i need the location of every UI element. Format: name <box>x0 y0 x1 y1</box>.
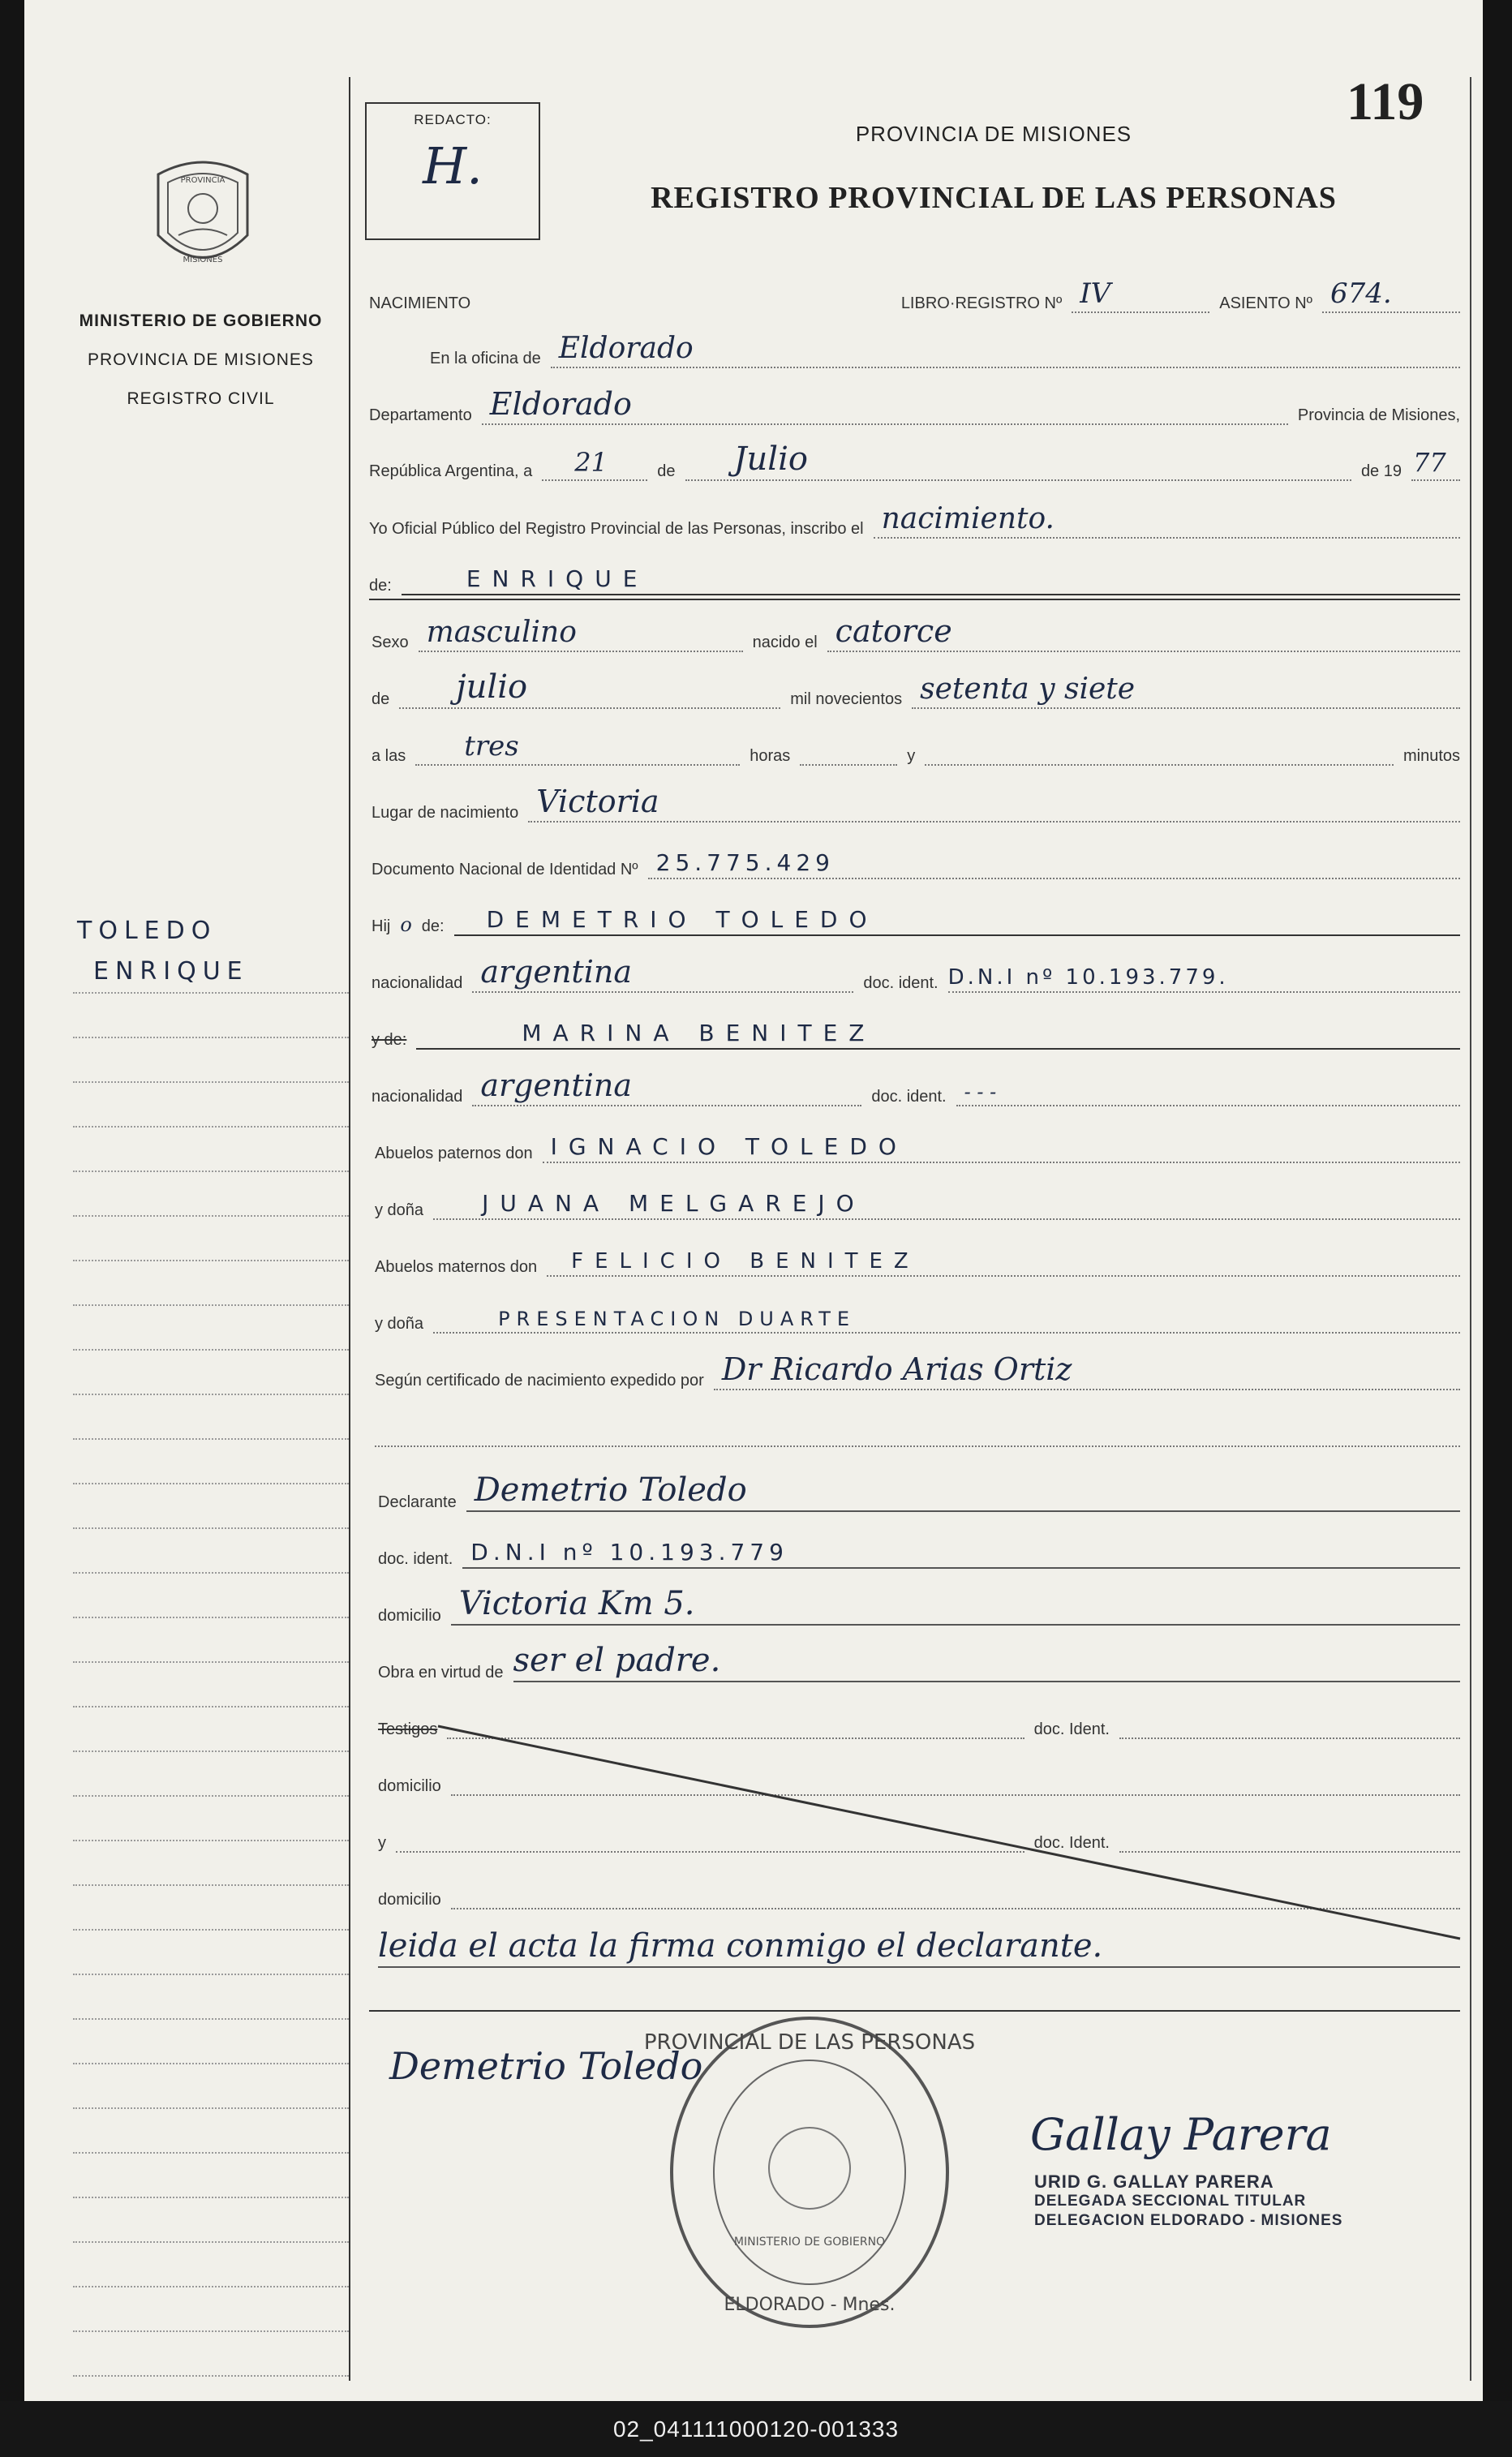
minutos-label: minutos <box>1402 747 1460 765</box>
ab-mat2-value: PRESENTACION DUARTE <box>498 1308 857 1330</box>
row-fecha <box>369 440 1460 481</box>
row-madre <box>372 1012 1460 1050</box>
day-value: 21 <box>574 447 608 478</box>
mil-label: mil novecientos <box>790 690 903 708</box>
record-type-label: NACIMIENTO <box>369 294 471 312</box>
redacto-box <box>365 102 540 240</box>
right-rule <box>1470 77 1471 2381</box>
emblem-text-top: PROVINCIA <box>180 176 226 185</box>
header-province: PROVINCIA DE MISIONES <box>855 122 1132 146</box>
official-signature: Gallay Parera <box>1030 2109 1332 2160</box>
row-sexo <box>372 615 1460 652</box>
libro-value: IV <box>1080 277 1111 310</box>
row-certificado <box>375 1353 1460 1390</box>
year-words-value: setenta y siete <box>920 672 1136 706</box>
folio-number: 119 <box>1347 72 1424 131</box>
y-label: y <box>907 747 916 765</box>
oficina-value: Eldorado <box>558 332 694 365</box>
official-title: DELEGADA SECCIONAL TITULAR <box>1034 2193 1307 2210</box>
double-rule <box>369 599 1460 600</box>
row-abuelo-paterno <box>375 1126 1460 1163</box>
horas-label: horas <box>750 747 791 765</box>
sexo-label: Sexo <box>372 634 409 651</box>
madre-value: MARINA BENITEZ <box>522 1020 876 1046</box>
year-prefix: de 19 <box>1360 462 1402 480</box>
departamento-value: Eldorado <box>489 386 632 422</box>
ab-mat-label: Abuelos maternos don <box>375 1258 538 1276</box>
row-lugar <box>372 785 1460 823</box>
official-signature-block <box>1034 2172 1415 2231</box>
witness-strike-line <box>438 1720 1468 1947</box>
ministry-label: MINISTERIO DE GOBIERNO <box>79 311 323 330</box>
doc1-label: doc. ident. <box>863 974 939 992</box>
lugar-value: Victoria <box>536 784 659 819</box>
row-nac1 <box>372 956 1460 993</box>
declarante-label: Declarante <box>378 1493 457 1511</box>
row-domicilio1 <box>378 1585 1460 1626</box>
cert-label: Según certificado de nacimiento expedido por <box>375 1372 704 1390</box>
official-office: DELEGACION ELDORADO - MISIONES <box>1034 2212 1343 2229</box>
nacido-value: catorce <box>835 613 952 649</box>
dni-value: 25.775.429 <box>655 849 835 876</box>
nac1-value: argentina <box>480 954 632 990</box>
doc5-label: doc. Ident. <box>1033 1834 1110 1852</box>
hijo-suffix: o <box>400 913 412 936</box>
row-declarante <box>378 1471 1460 1512</box>
margin-rule <box>349 77 350 2381</box>
row-doc3 <box>378 1531 1460 1569</box>
testigos-label: Testigos <box>378 1720 438 1738</box>
de-label: de <box>657 462 676 480</box>
row-abuelo-materno <box>375 1239 1460 1277</box>
row-obra <box>378 1642 1460 1682</box>
declarante-value: Demetrio Toledo <box>474 1471 747 1509</box>
redacto-initial: H. <box>423 136 483 195</box>
row-abuela-materna <box>375 1296 1460 1334</box>
left-header <box>49 302 353 419</box>
stamp-inner: MINISTERIO DE GOBIERNO <box>733 2236 886 2249</box>
row-closing <box>378 1927 1460 1968</box>
doc4-label: doc. Ident. <box>1033 1720 1110 1738</box>
de3-label: de <box>372 690 390 708</box>
inscribo-value: nacimiento. <box>881 502 1055 535</box>
hijo-de-label: de: <box>421 917 445 935</box>
domicilio1-label: domicilio <box>378 1607 441 1625</box>
row-nacimiento <box>369 276 1460 313</box>
doc2-label: doc. ident. <box>871 1088 947 1106</box>
departamento-label: Departamento <box>369 406 472 424</box>
ab-pat-label: Abuelos paternos don <box>375 1145 533 1162</box>
row-hora <box>372 728 1460 766</box>
doc3-value: D.N.I nº 10.193.779 <box>470 1539 788 1566</box>
asiento-value: 674. <box>1330 277 1392 310</box>
nac1-label: nacionalidad <box>372 974 463 992</box>
doc2-value: - - - <box>964 1080 997 1103</box>
y-dona1-label: y doña <box>375 1201 424 1219</box>
margin-surname: TOLEDO <box>77 917 217 945</box>
y-dona2-label: y doña <box>375 1315 424 1333</box>
oficial-text: Yo Oficial Público del Registro Provincial de las Personas, inscribo el <box>369 520 864 538</box>
row-padre <box>372 899 1460 936</box>
row-oficina <box>430 331 1460 368</box>
provincial-emblem-icon <box>150 158 256 280</box>
declarant-signature: Demetrio Toledo <box>389 2044 703 2088</box>
month-value: Julio <box>733 440 808 478</box>
sexo-value: masculino <box>426 616 577 649</box>
dni-label: Documento Nacional de Identidad Nº <box>372 861 638 878</box>
hijo-label: Hij <box>372 917 391 935</box>
republica-label: República Argentina, a <box>369 462 533 480</box>
provincia-suffix: Provincia de Misiones, <box>1297 406 1460 424</box>
lugar-label: Lugar de nacimiento <box>372 804 519 822</box>
province-label: PROVINCIA DE MISIONES <box>88 350 314 369</box>
name-de-label: de: <box>369 577 392 595</box>
header-registry: REGISTRO PROVINCIAL DE LAS PERSONAS <box>651 181 1337 215</box>
row-departamento <box>369 388 1460 425</box>
margin-ruled-lines <box>73 949 349 2421</box>
alas-label: a las <box>372 747 406 765</box>
nac2-label: nacionalidad <box>372 1088 463 1106</box>
domicilio1-value: Victoria Km 5. <box>458 1585 695 1622</box>
document-code: 02_041111000120-001333 <box>612 2416 900 2442</box>
emblem-text-bottom: MISIONES <box>183 256 223 264</box>
row-inscribo <box>369 501 1460 539</box>
obra-label: Obra en virtud de <box>378 1664 504 1682</box>
footer-bar <box>0 2401 1512 2457</box>
row-abuela-paterna <box>375 1183 1460 1220</box>
registry-label: REGISTRO CIVIL <box>127 389 275 408</box>
row-mes-anio <box>372 668 1460 709</box>
name-value: ENRIQUE <box>466 565 649 592</box>
ab-pat2-value: JUANA MELGAREJO <box>482 1190 866 1217</box>
month2-value: julio <box>456 668 528 706</box>
hora-value: tres <box>464 730 519 762</box>
oficina-label: En la oficina de <box>430 350 541 367</box>
redacto-label: REDACTO: <box>414 112 492 127</box>
obra-value: ser el padre. <box>513 1642 721 1679</box>
row-nombre <box>369 558 1460 595</box>
margin-given-name: ENRIQUE <box>93 957 249 986</box>
row-blank-1 <box>375 1410 1460 1447</box>
nac2-value: argentina <box>480 1067 632 1103</box>
cert-value: Dr Ricardo Arias Ortiz <box>721 1351 1072 1387</box>
stamp-arc-bottom: ELDORADO - Mnes. <box>724 2295 896 2315</box>
year-value: 77 <box>1413 447 1446 478</box>
domicilio2-label: domicilio <box>378 1777 441 1795</box>
domicilio3-label: domicilio <box>378 1891 441 1909</box>
closing-value: leida el acta la firma conmigo el declarante. <box>378 1927 1103 1965</box>
ab-mat-value: FELICIO BENITEZ <box>571 1249 920 1274</box>
asiento-label: ASIENTO Nº <box>1219 294 1312 312</box>
padre-value: DEMETRIO TOLEDO <box>486 906 878 933</box>
official-stamp <box>643 2010 976 2335</box>
row-nac2 <box>372 1069 1460 1106</box>
y2-label: y de: <box>372 1031 407 1049</box>
row-dni <box>372 842 1460 879</box>
doc3-label: doc. ident. <box>378 1550 453 1568</box>
nacido-label: nacido el <box>752 634 818 651</box>
libro-label: LIBRO·REGISTRO Nº <box>900 294 1063 312</box>
doc1-value: D.N.I nº 10.193.779. <box>947 965 1229 990</box>
ab-pat-value: IGNACIO TOLEDO <box>550 1133 908 1160</box>
y3-label: y <box>378 1834 386 1852</box>
official-name: URID G. GALLAY PARERA <box>1034 2171 1274 2192</box>
stamp-arc-top: PROVINCIAL DE LAS PERSONAS <box>643 2030 976 2055</box>
